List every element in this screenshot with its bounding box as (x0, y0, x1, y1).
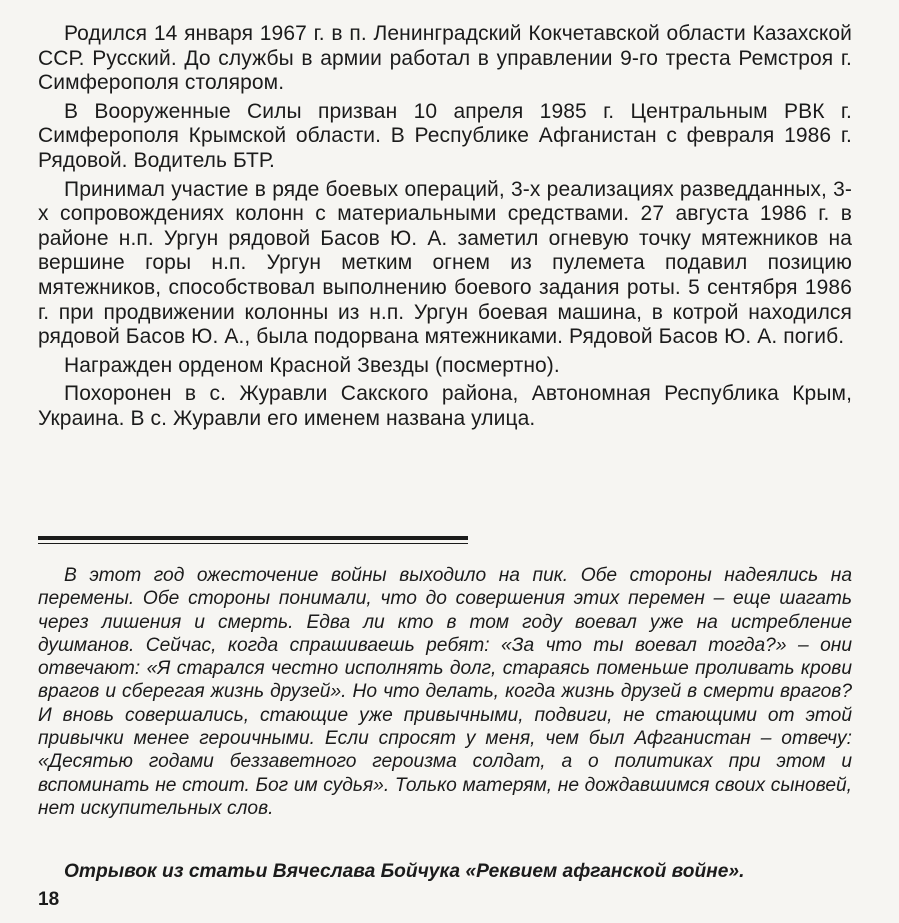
bio-paragraph-award: Награжден орденом Красной Звезды (посмертно). (64, 353, 560, 377)
quote-source: Отрывок из статьи Вячеслава Бойчука «Реквием афганской войне». (64, 861, 745, 882)
section-divider (38, 536, 468, 544)
page-number: 18 (38, 889, 60, 910)
biography-section (38, 22, 852, 436)
bio-paragraph-combat: Принимал участие в ряде боевых операций, 3-х реализациях разведданных, 3-х сопровождениях колонн с материальными средствами. 27 августа 1986 г. в районе н.п. Ургун рядовой Басов Ю. А. заметил огневую точку мятежников на вершине горы н.п. Ургун метким огнем из пулемета подавил позицию мятежников, способствовал выполнению боевого задания роты. 5 сентября 1986 г. при продвижении колонны из н.п. Ургун боевая машина, в котрой находился рядовой Басов Ю. А., была подорвана мятежниками. Рядовой Басов Ю. А. погиб. (38, 177, 852, 349)
divider-thick-line (38, 536, 468, 540)
bio-paragraph-birth: Родился 14 января 1967 г. в п. Ленинградский Кокчетавской области Казахской ССР. Русский. До службы в армии работал в управлении 9-го треста Ремстроя г. Симферополя столяром. (38, 22, 852, 95)
quote-section (38, 564, 852, 820)
bio-paragraph-burial: Похоронен в с. Журавли Сакского района, Автономная Республика Крым, Украина. В с. Журавли его именем названа улица. (38, 382, 852, 430)
quote-text: В этот год ожесточение войны выходило на пик. Обе стороны надеялись на перемены. Обе стороны понимали, что до совершения этих перемен – еще шагать через лишения и смерть. Едва ли кто в том году воевал уже на истребление душманов. Сейчас, когда спрашиваешь ребят: «За что ты воевал тогда?» – они отвечают: «Я старался честно исполнять долг, стараясь поменьше проливать крови врагов и сберегая жизнь друзей». Но что делать, когда жизнь друзей в смерти врагов? И вновь совершались, стающие уже привычными, подвиги, не стающими от этой привычки менее героичными. Если спросят у меня, чем был Афганистан – отвечу: «Десятью годами беззаветного героизма солдат, а о политиках при этом и вспоминать не стоит. Бог им судья». Только матерям, не дождавшимся своих сыновей, нет искупительных слов. (38, 565, 852, 819)
bio-paragraph-conscription: В Вооруженные Силы призван 10 апреля 1985 г. Центральным РВК г. Симферополя Крымской области. В Республике Афганистан с февраля 1986 г. Рядовой. Водитель БТР. (38, 99, 852, 172)
divider-thin-line (38, 543, 468, 544)
